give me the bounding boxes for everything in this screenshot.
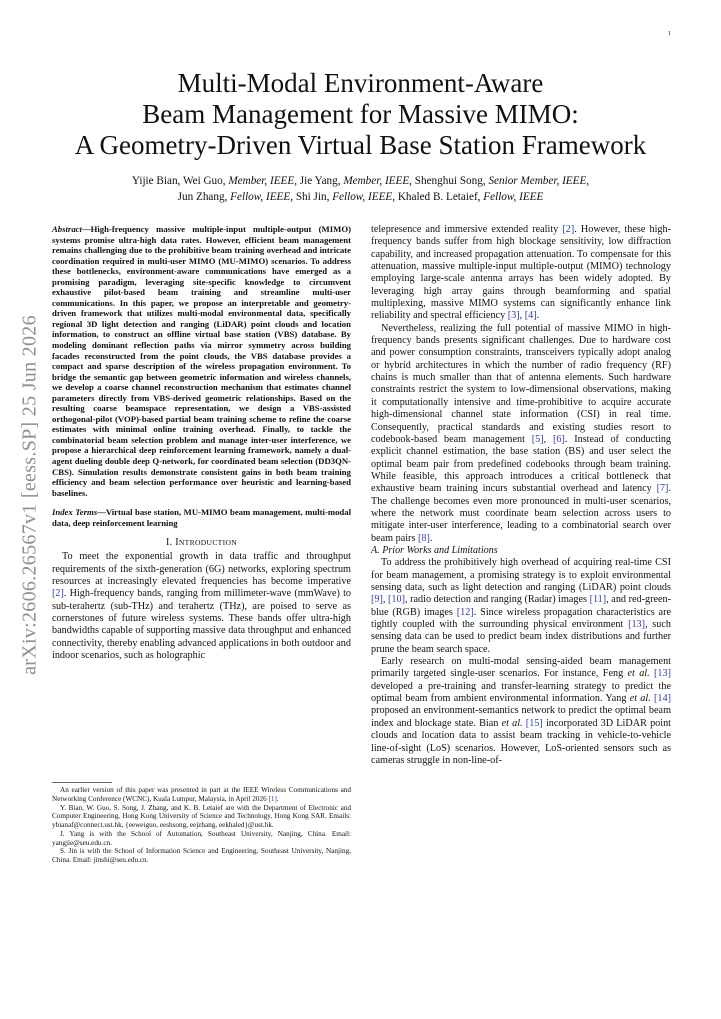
section-initial: I xyxy=(175,537,179,549)
citation-link[interactable]: [5] xyxy=(531,433,544,445)
citation-link[interactable]: [7] xyxy=(656,483,669,495)
right-paragraph-2 xyxy=(371,323,671,545)
body-text: , xyxy=(519,310,525,322)
body-text: , xyxy=(382,594,389,606)
index-terms-label: Index Terms xyxy=(52,507,98,518)
intro-paragraph-1 xyxy=(52,551,351,662)
citation-link[interactable]: [9] xyxy=(371,594,383,606)
footnotes xyxy=(52,786,351,865)
body-text: , and red-green-blue (RGB) images xyxy=(371,594,671,618)
intro-text-b: . High-frequency bands, ranging from millimeter-wave (mmWave) to sub-terahertz (sub-THz) and terahertz (THz), are poised to serve as cornerstones of future wireless systems. These bands offer ultra-high bandwidths capable of supporting massive data throughput and enhanced connectivity, thereby enabling advanced applications in both outdoor and indoor scenarios, such as holographic xyxy=(52,588,351,662)
footnote-divider xyxy=(52,782,112,783)
index-terms-text: —Virtual base station, MU-MIMO beam management, multi-modal data, deep reinforcement learning xyxy=(52,507,352,528)
body-text: . xyxy=(429,532,433,544)
citation-link[interactable]: [4] xyxy=(524,310,537,322)
subsection-heading-prior-works: A. Prior Works and Limitations xyxy=(371,544,498,556)
body-text: . xyxy=(536,310,540,322)
title-line-3: A Geometry-Driven Virtual Base Station Framework xyxy=(74,130,647,160)
title-line-2: Beam Management for Massive MIMO: xyxy=(142,99,579,129)
citation-link[interactable]: [10] xyxy=(388,594,405,606)
author-line-1: Yijie Bian, Wei Guo, Member, IEEE, Jie Yang, Member, IEEE, Shenghui Song, Senior Member, IEEE, xyxy=(131,175,590,187)
body-text: telepresence and immersive extended reality xyxy=(371,224,563,235)
body-text: Nevertheless, realizing the full potential of massive MIMO in high-frequency bands presents significant challenges. Due to hardware cost and power consumption constraints, transceivers typically adopt analog or hybrid architectures in which the number of radio frequency (RF) chains is much smaller than that of antenna elements. Such hardware constraints restrict the system to low-dimensional observations, making it computationally intensive and time-prohibitive to acquire accurate high-dimensional channel state information (CSI) in real time. Consequently, practical standards and existing studies resort to codebook-based beam management xyxy=(371,322,671,445)
body-text: . Since wireless propagation characteristics are tightly coupled with the surrounding physical environment xyxy=(371,606,671,631)
title-line-1: Multi-Modal Environment-Aware xyxy=(177,68,544,98)
body-text: . Instead of conducting explicit channel estimation, the base station (BS) and user select the optimal beam pair from predefined codebooks through beam training. While feasible, this approach introduces a critical bottleneck that exhaustive beam training incurs substantial overhead and latency xyxy=(371,433,672,495)
body-text: proposed an environment-semantics network to predict the optimal beam index and blockage state. Bian xyxy=(371,705,671,729)
et-al: et al. xyxy=(627,668,650,680)
intro-text-a: To meet the exponential growth in data traffic and throughput requirements of the sixth-generation (6G) networks, exploring spectrum resources at increasingly elevated frequencies has become imperative xyxy=(52,551,351,588)
citation-link[interactable]: [14] xyxy=(654,693,671,705)
et-al: et al. xyxy=(629,693,651,705)
body-text: . The challenge becomes even more pronounced in multi-user scenarios, where the network must coordinate beam selection across users to mitigate inter-user interference, leading to a combinatorial search over beam pairs xyxy=(371,483,671,544)
section-rest: NTRODUCTION xyxy=(178,538,238,548)
paper-title xyxy=(40,68,681,161)
abstract xyxy=(52,224,351,498)
body-text: . However, these high-frequency bands suffer from high blockage sensitivity, low diffraction capability, and increased propagation attenuation. To compensate for this attenuation, massive multiple-input multiple-output (MIMO) technology employing large-scale antenna arrays has been widely adopted. By leveraging high array gains through beamforming and spatial multiplexing, massive MIMO systems can significantly enhance link reliability and spectral efficiency xyxy=(371,224,671,322)
section-number: I. xyxy=(165,537,173,549)
arxiv-identifier-text: arXiv:2606.26567v1 [eess.SP] 25 Jun 2026 xyxy=(18,315,41,675)
abstract-label: Abstract xyxy=(52,224,82,234)
author-list xyxy=(40,174,681,205)
footnote-conference xyxy=(52,786,351,804)
body-text: developed a pre-training and transfer-learning strategy to predict the optimal beam from ambient environmental information. Yang xyxy=(371,680,671,705)
citation-link[interactable]: [2] xyxy=(562,224,575,235)
citation-link[interactable]: [13] xyxy=(628,619,646,631)
citation-link[interactable]: [2] xyxy=(52,588,64,600)
citation-link[interactable]: [3] xyxy=(507,310,520,322)
right-column xyxy=(371,224,671,767)
footnote-affiliation-hkust: Y. Bian, W. Guo, S. Song, J. Zhang, and K. B. Letaief are with the Department of Electronic and Computer Engineering, Hong Kong University of Science and Technology, Hong Kong SAR. Emails: ybianaf@connect.ust.hk, {eeweiguo, eeshsong, eejzhang, eekhaled}@ust.hk. xyxy=(52,803,351,829)
body-text: incorporated 3D LiDAR point clouds and location data to assist beam tracking in vehicle-to-vehicle line-of-sight (LoS) scenarios. However, LoS-oriented sensors such as cameras struggle in non-line-of- xyxy=(371,717,672,766)
footnote-text: An earlier version of this paper was presented in part at the IEEE Wireless Communications and Networking Conference (WCNC), Kuala Lumpur, Malaysia, in April 2026 xyxy=(52,786,351,803)
footnote-affiliation-jin: S. Jin is with the School of Information Science and Engineering, Southeast University, Nanjing, China. Email: jinshi@seu.edu.cn. xyxy=(52,847,351,864)
citation-link[interactable]: [12] xyxy=(456,606,474,618)
body-text: , xyxy=(543,433,553,445)
body-text: Early research on multi-modal sensing-aided beam management primarily targeted single-user scenarios. For instance, Feng xyxy=(371,656,671,680)
footnote-affiliation-yang: J. Yang is with the School of Automation, Southeast University, Nanjing, China. Email: yangjie@seu.edu.cn. xyxy=(52,829,351,847)
right-paragraph-3 xyxy=(371,557,671,656)
citation-link[interactable]: [6] xyxy=(552,433,565,445)
arxiv-identifier-stamp xyxy=(18,315,42,675)
section-heading-introduction xyxy=(52,537,351,548)
body-text: , radio detection and ranging (Radar) images xyxy=(405,594,590,606)
citation-link[interactable]: [15] xyxy=(525,717,543,729)
right-paragraph-4 xyxy=(371,656,671,767)
right-paragraph-1 xyxy=(371,224,671,323)
et-al: et al. xyxy=(501,717,523,729)
footnote-text: . xyxy=(276,794,279,803)
citation-link[interactable]: [11] xyxy=(589,594,607,606)
body-text: To address the prohibitively high overhead of acquiring real-time CSI for beam management, a promising strategy is to exploit environmental sensing data, such as light detection and ranging (LiDAR) point clouds xyxy=(371,557,671,594)
author-line-2: Jun Zhang, Fellow, IEEE, Shi Jin, Fellow, IEEE, Khaled B. Letaief, Fellow, IEEE xyxy=(177,190,544,203)
citation-link[interactable]: [1] xyxy=(268,794,277,803)
page-number: 1 xyxy=(667,30,671,37)
left-column xyxy=(52,224,351,663)
abstract-text: —High-frequency massive multiple-input multiple-output (MIMO) systems promise ultra-high data rates. However, efficient beam management remains challenging due to the prohibitive beam training overhead and intricate coordination required in multi-user MIMO (MU-MIMO) scenarios. To address these bottlenecks, environment-aware communications have emerged as a promising paradigm, leveraging site-specific knowledge to circumvent exhaustive pilot-based beam training and streamline multi-user communications. In this paper, we propose an interpretable and geometry-driven framework that utilizes multi-modal environmental data, specifically regional 3D light detection and ranging (LiDAR) point clouds and location information, to construct an offline virtual base station (VBS) database. By modeling dominant reflection paths via mirror symmetry across building facades reconstructed from the point clouds, the VBS database provides a compact and sparse description of the wireless propagation environment. To bridge the semantic gap between geometric information and wireless channels, we develop a coarse channel reconstruction mechanism that estimates channel parameters directly from VBS-derived geometric relationships. Based on the resulting coarse beamspace representation, we design a VBS-assisted orthogonal-pilot (VOP)-based partial beam training scheme to refine the coarse estimates with minimal online training overhead. Finally, to tackle the combinatorial beam selection problem and manage inter-user interference, we propose a hierarchical deep reinforcement learning framework, namely a dual-agent dueling double deep Q-network, for coordinated beam selection (DD3QN-CBS). Simulation results demonstrate consistent gains in both beam training efficiency and beam selection performance over heuristic and learning-based baselines. xyxy=(52,224,351,498)
citation-link[interactable]: [13] xyxy=(654,668,672,680)
body-text: , such sensing data can be used to predict beam index distributions and further prune the beam search space. xyxy=(371,619,671,655)
citation-link[interactable]: [8] xyxy=(417,532,430,544)
index-terms xyxy=(52,507,351,528)
